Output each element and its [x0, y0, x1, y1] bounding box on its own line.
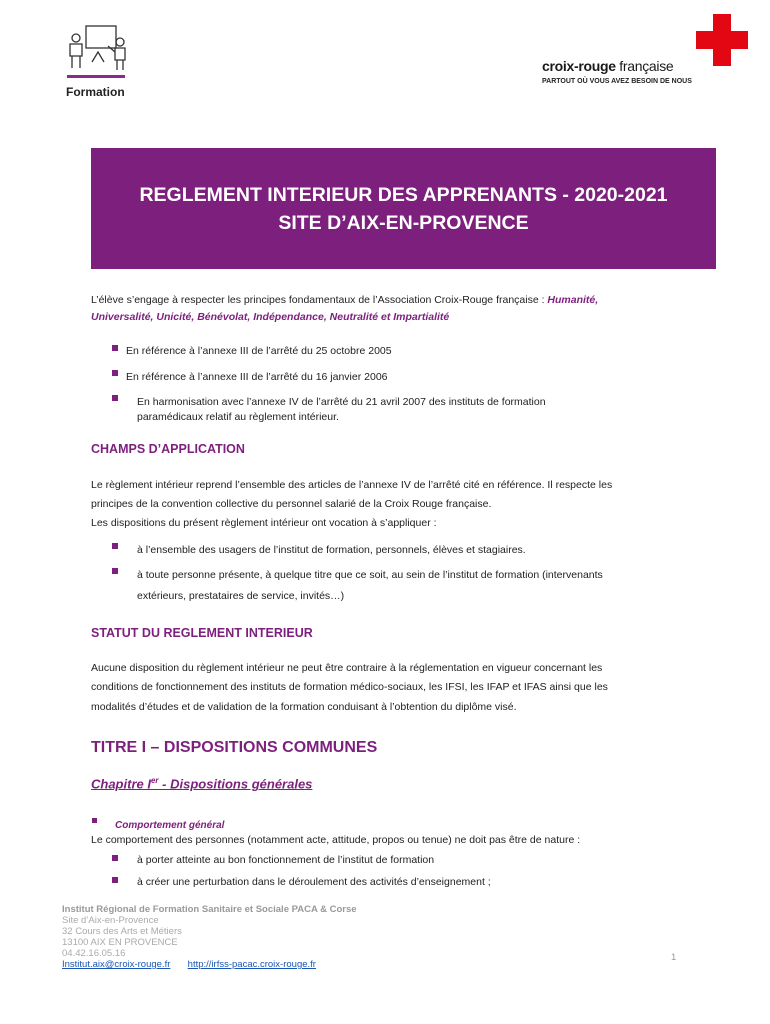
chapter-heading-rest: - Dispositions générales	[158, 776, 313, 792]
statut-text-line: Aucune disposition du règlement intérieur ne peut être contraire à la réglementation en vigueur concernant les	[91, 662, 603, 674]
champs-bullet-continued: extérieurs, prestataires de service, invités…)	[137, 590, 345, 602]
footer-website-link[interactable]: http://irfss-pacac.croix-rouge.fr	[187, 959, 316, 970]
formation-logo	[62, 22, 142, 102]
bullet-square-icon	[92, 818, 97, 823]
reference-item: En harmonisation avec l’annexe IV de l’arrêté du 21 avril 2007 des instituts de formation	[137, 396, 546, 408]
bullet-square-icon	[112, 543, 118, 549]
reference-item: En référence à l’annexe III de l’arrêté du 25 octobre 2005	[126, 345, 392, 357]
footer-email-link[interactable]: Institut.aix@croix-rouge.fr	[62, 959, 171, 970]
statut-text-line: modalités d’études et de validation de la formation conduisant à l’obtention du diplôme visé.	[91, 701, 517, 713]
bullet-square-icon	[112, 877, 118, 883]
section-heading-champs: CHAMPS D’APPLICATION	[91, 442, 245, 456]
comportement-bullet: à porter atteinte au bon fonctionnement de l’institut de formation	[137, 854, 435, 866]
bullet-square-icon	[112, 395, 118, 401]
comportement-text: Le comportement des personnes (notamment acte, attitude, propos ou tenue) ne doit pas être de nature :	[91, 834, 581, 846]
intro-lead: L’élève s’engage à respecter les principes fondamentaux de l’Association Croix-Rouge française :	[91, 294, 548, 306]
champs-text-line: Le règlement intérieur reprend l’ensemble des articles de l’annexe IV de l’arrêté cité en référence. Il respecte les	[91, 479, 613, 491]
brand-name	[542, 58, 673, 74]
champs-bullet: à l’ensemble des usagers de l’institut de formation, personnels, élèves et stagiaires.	[137, 544, 526, 556]
champs-text-line: principes de la convention collective du personnel salarié de la Croix Rouge française.	[91, 498, 492, 510]
bullet-square-icon	[112, 855, 118, 861]
title-banner	[91, 148, 716, 269]
brand-tagline: PARTOUT OÙ VOUS AVEZ BESOIN DE NOUS	[542, 78, 692, 85]
footer-address-line: 13100 AIX EN PROVENCE	[62, 937, 178, 948]
chapter-heading	[91, 776, 312, 791]
footer-phone: 04.42.16.05.16	[62, 948, 126, 959]
title-heading: TITRE I – DISPOSITIONS COMMUNES	[91, 739, 378, 756]
champs-bullet: à toute personne présente, à quelque titre que ce soit, au sein de l’institut de formation (intervenants	[137, 569, 603, 581]
formation-label: Formation	[66, 85, 125, 99]
intro-principles-2: Universalité, Unicité, Bénévolat, Indépendance, Neutralité et Impartialité	[91, 311, 450, 323]
footer-address-line: 32 Cours des Arts et Métiers	[62, 926, 182, 937]
reference-item-continued: paramédicaux relatif au règlement intérieur.	[137, 411, 339, 423]
footer-site: Site d’Aix-en-Provence	[62, 915, 159, 926]
section-heading-statut: STATUT DU REGLEMENT INTERIEUR	[91, 626, 313, 640]
statut-text-line: conditions de fonctionnement des instituts de formation médico-sociaux, les IFSI, les IFAP et IFAS ainsi que les	[91, 681, 608, 693]
comportement-bullet: à créer une perturbation dans le déroulement des activités d’enseignement ;	[137, 876, 491, 888]
intro-principles-1: Humanité,	[547, 294, 599, 306]
banner-title-line1: REGLEMENT INTERIEUR DES APPRENANTS - 2020-2021	[139, 183, 668, 206]
chapter-heading-sup: er	[150, 776, 159, 785]
bullet-square-icon	[112, 568, 118, 574]
brand-name-light: française	[615, 58, 674, 74]
croix-rouge-logo	[540, 12, 755, 92]
subsection-heading: Comportement général	[115, 820, 225, 831]
bullet-square-icon	[112, 370, 118, 376]
champs-text-line: Les dispositions du présent règlement intérieur ont vocation à s’appliquer :	[91, 517, 437, 529]
page-number: 1	[671, 952, 677, 963]
chapter-heading-main: Chapitre I	[91, 776, 151, 792]
banner-title-line2: SITE D’AIX-EN-PROVENCE	[278, 211, 529, 234]
reference-item: En référence à l’annexe III de l’arrêté du 16 janvier 2006	[126, 371, 388, 383]
logo-underline	[67, 75, 125, 78]
red-cross-icon	[696, 14, 748, 66]
footer-org: Institut Régional de Formation Sanitaire et Sociale PACA & Corse	[62, 904, 357, 915]
training-illustration-icon	[62, 22, 132, 74]
bullet-square-icon	[112, 345, 118, 351]
brand-name-bold: croix-rouge	[542, 58, 616, 74]
page-footer	[62, 904, 562, 970]
